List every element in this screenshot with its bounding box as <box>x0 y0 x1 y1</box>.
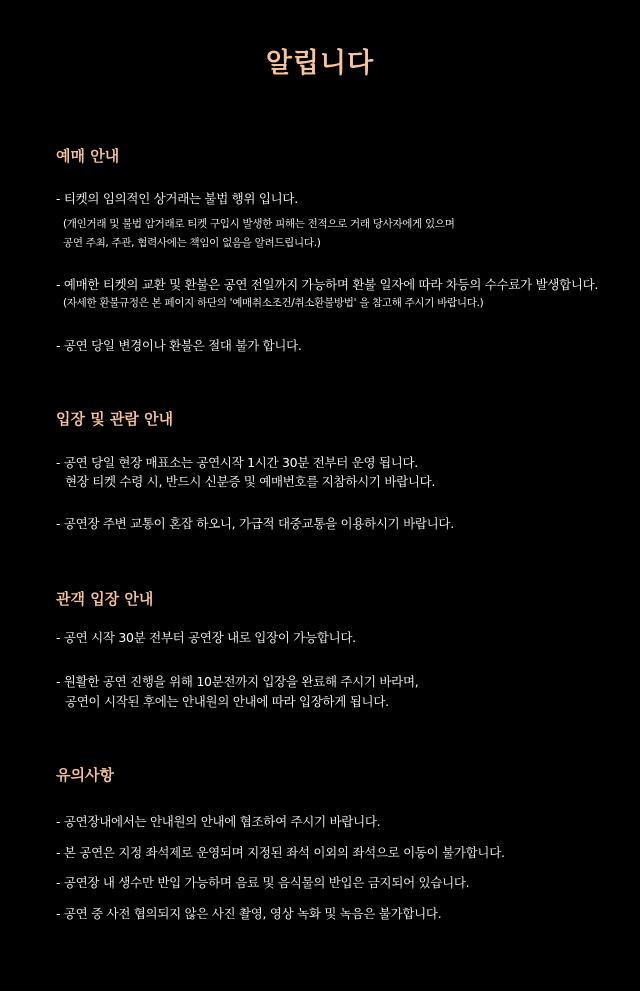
ticketing-item-illegal-resale-note-2: 공연 주최, 주관, 협력사에는 책임이 없음을 알려드립니다.) <box>63 237 321 249</box>
section-heading-audience: 관객 입장 안내 <box>56 590 154 608</box>
notes-item-water-only: - 공연장 내 생수만 반입 가능하며 음료 및 음식물의 반입은 금지되어 있습니다. <box>56 875 470 890</box>
page-title: 알립니다 <box>265 48 375 79</box>
admission-item-box-office: - 공연 당일 현장 매표소는 공연시작 1시간 30분 전부터 운영 됩니다. <box>56 455 418 470</box>
ticketing-item-illegal-resale: - 티켓의 임의적인 상거래는 불법 행위 입니다. <box>56 191 298 206</box>
ticketing-item-no-same-day-refund: - 공연 당일 변경이나 환불은 절대 불가 합니다. <box>56 338 302 353</box>
notes-item-reserved-seating: - 본 공연은 지정 좌석제로 운영되며 지정된 좌석 이외의 좌석으로 이동이 불가합니다. <box>56 845 505 860</box>
admission-item-box-office-line-2: 현장 티켓 수령 시, 반드시 신분증 및 예매번호를 지참하시기 바랍니다. <box>65 474 436 489</box>
ticketing-item-illegal-resale-note-1: (개인거래 및 불법 암거래로 티켓 구입시 발생한 피해는 전적으로 거래 당사자에게 있으며 <box>63 218 455 230</box>
notes-item-cooperate: - 공연장내에서는 안내원의 안내에 협조하여 주시기 바랍니다. <box>56 814 381 829</box>
admission-item-traffic: - 공연장 주변 교통이 혼잡 하오니, 가급적 대중교통을 이용하시기 바랍니다. <box>56 516 454 531</box>
audience-item-entry-time: - 공연 시작 30분 전부터 공연장 내로 입장이 가능합니다. <box>56 630 356 645</box>
notes-item-no-recording: - 공연 중 사전 협의되지 않은 사진 촬영, 영상 녹화 및 녹음은 불가합니다. <box>56 906 442 921</box>
ticketing-item-refund-policy: - 예매한 티켓의 교환 및 환불은 공연 전일까지 가능하며 환불 일자에 따라 차등의 수수료가 발생합니다. <box>56 277 599 292</box>
section-heading-ticketing: 예매 안내 <box>56 147 120 165</box>
ticketing-item-refund-policy-note: (자세한 환불규정은 본 페이지 하단의 '예매취소조건/취소환불방법' 을 참고해 주시기 바랍니다.) <box>63 297 484 309</box>
section-heading-notes: 유의사항 <box>56 766 114 784</box>
section-heading-admission: 입장 및 관람 안내 <box>56 410 174 428</box>
audience-item-late-entry-line-2: 공연이 시작된 후에는 안내원의 안내에 따라 입장하게 됩니다. <box>65 694 389 709</box>
audience-item-late-entry: - 원활한 공연 진행을 위해 10분전까지 입장을 완료해 주시기 바라며, <box>56 674 419 689</box>
